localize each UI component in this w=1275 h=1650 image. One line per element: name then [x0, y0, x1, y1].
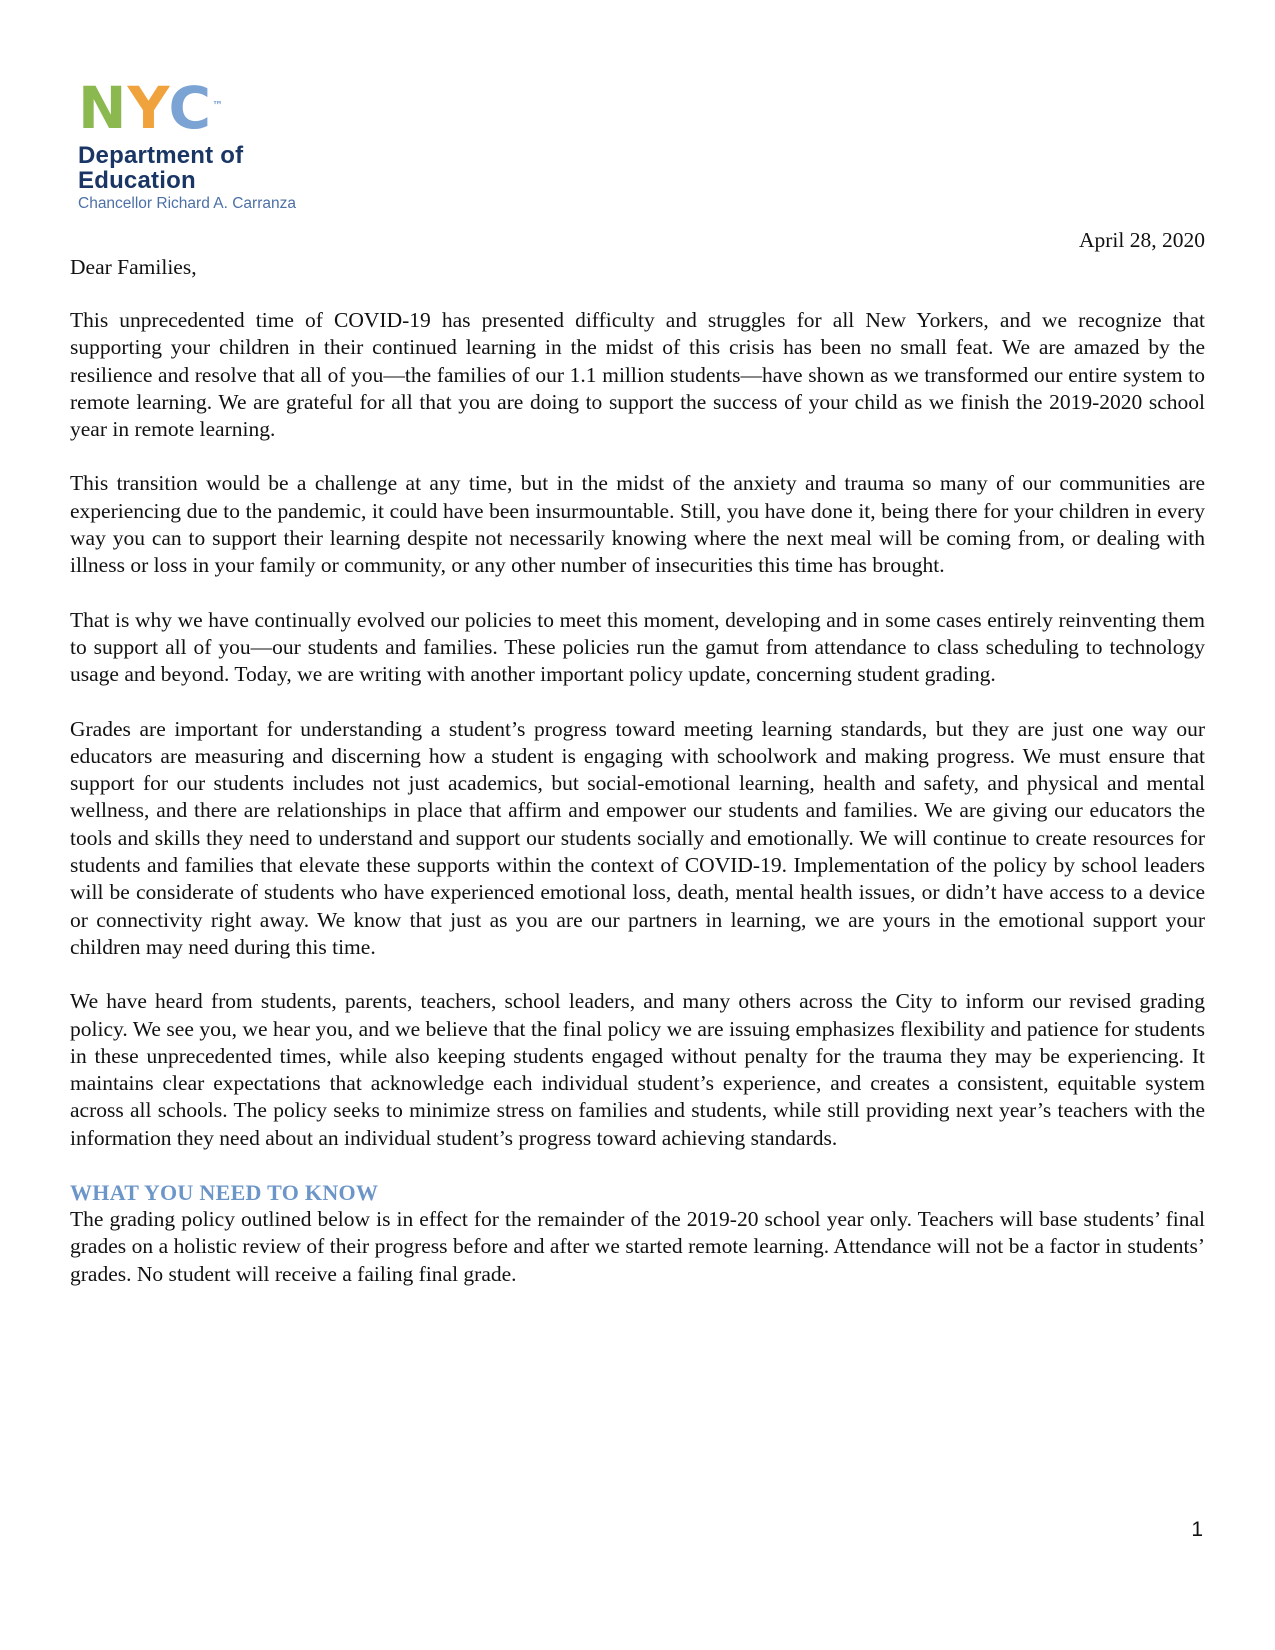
letter-content — [70, 74, 1205, 1288]
paragraph-5: We have heard from students, parents, teachers, school leaders, and many others across the City to inform our revised grading policy. We see you, we hear you, and we believe that the final policy we are issuing emphasizes flexibility and patience for students in these unprecedented times, while also keeping students engaged without penalty for the trauma they may be experiencing. It maintains clear expectations that acknowledge each individual student’s experience, and creates a consistent, equitable system across all schools. The policy seeks to minimize stress on families and students, while still providing next year’s teachers with the information they need about an individual student’s progress toward achieving standards. — [70, 989, 1205, 1150]
logo-letter-n: N — [78, 74, 128, 142]
section-paragraph: The grading policy outlined below is in effect for the remainder of the 2019-20 school year only. Teachers will base students’ final grades on a holistic review of their progress before and after we started remote learning. Attendance will not be a factor in students’ grades. No student will receive a failing final grade. — [70, 1207, 1205, 1286]
paragraph-4: Grades are important for understanding a student’s progress toward meeting learning standards, but they are just one way our educators are measuring and discerning how a student is engaging with schoolwork and making progress. We must ensure that support for our students includes not just academics, but social-emotional learning, health and safety, and physical and mental wellness, and there are relationships in place that affirm and empower our students and families. We are giving our educators the tools and skills they need to understand and support our students socially and emotionally. We will continue to create resources for students and families that elevate these supports within the context of COVID-19. Implementation of the policy by school leaders will be considerate of students who have experienced emotional loss, death, mental health issues, or didn’t have access to a device or connectivity right away. We know that just as you are our partners in learning, we are yours in the emotional support your children may need during this time. — [70, 716, 1205, 959]
logo-letter-y: Y — [127, 74, 169, 142]
nyc-doe-logo — [78, 74, 1205, 142]
letter-date: April 28, 2020 — [1078, 228, 1205, 252]
paragraph-1: This unprecedented time of COVID-19 has presented difficulty and struggles for all New Yorkers, and we recognize that supporting your children in their continued learning in the midst of this crisis has been no small feat. We are amazed by the resilience and resolve that all of you—the families of our 1.1 million students—have shown as we transformed our entire system to remote learning. We are grateful for all that you are doing to support the success of your child as we finish the 2019-2020 school year in remote learning. — [70, 308, 1205, 442]
logo-letter-c: C — [168, 74, 213, 142]
letterhead — [78, 74, 1205, 213]
paragraph-3: That is why we have continually evolved our policies to meet this moment, developing and in some cases entirely reinventing them to support all of you—our students and families. These policies run the gamut from attendance to class scheduling to technology usage and beyond. Today, we are writing with another important policy update, concerning student grading. — [70, 607, 1205, 687]
department-name-line2: Education — [78, 167, 196, 194]
trademark-symbol: ™ — [212, 99, 224, 112]
paragraph-2: This transition would be a challenge at any time, but in the midst of the anxiety and trauma so many of our communities are experiencing due to the pandemic, it could have been insurmountable. Still, you have done it, being there for your children in every way you can to support their learning despite not necessarily knowing where the next meal will be coming from, or dealing with illness or loss in your family or community, or any other number of insecurities this time has brought. — [70, 471, 1205, 578]
department-name-line1: Department of — [78, 142, 244, 169]
section-heading: WHAT YOU NEED TO KNOW — [70, 1180, 379, 1206]
page-number: 1 — [1191, 1518, 1203, 1541]
chancellor-name: Chancellor Richard A. Carranza — [78, 195, 296, 212]
salutation: Dear Families, — [70, 255, 197, 279]
